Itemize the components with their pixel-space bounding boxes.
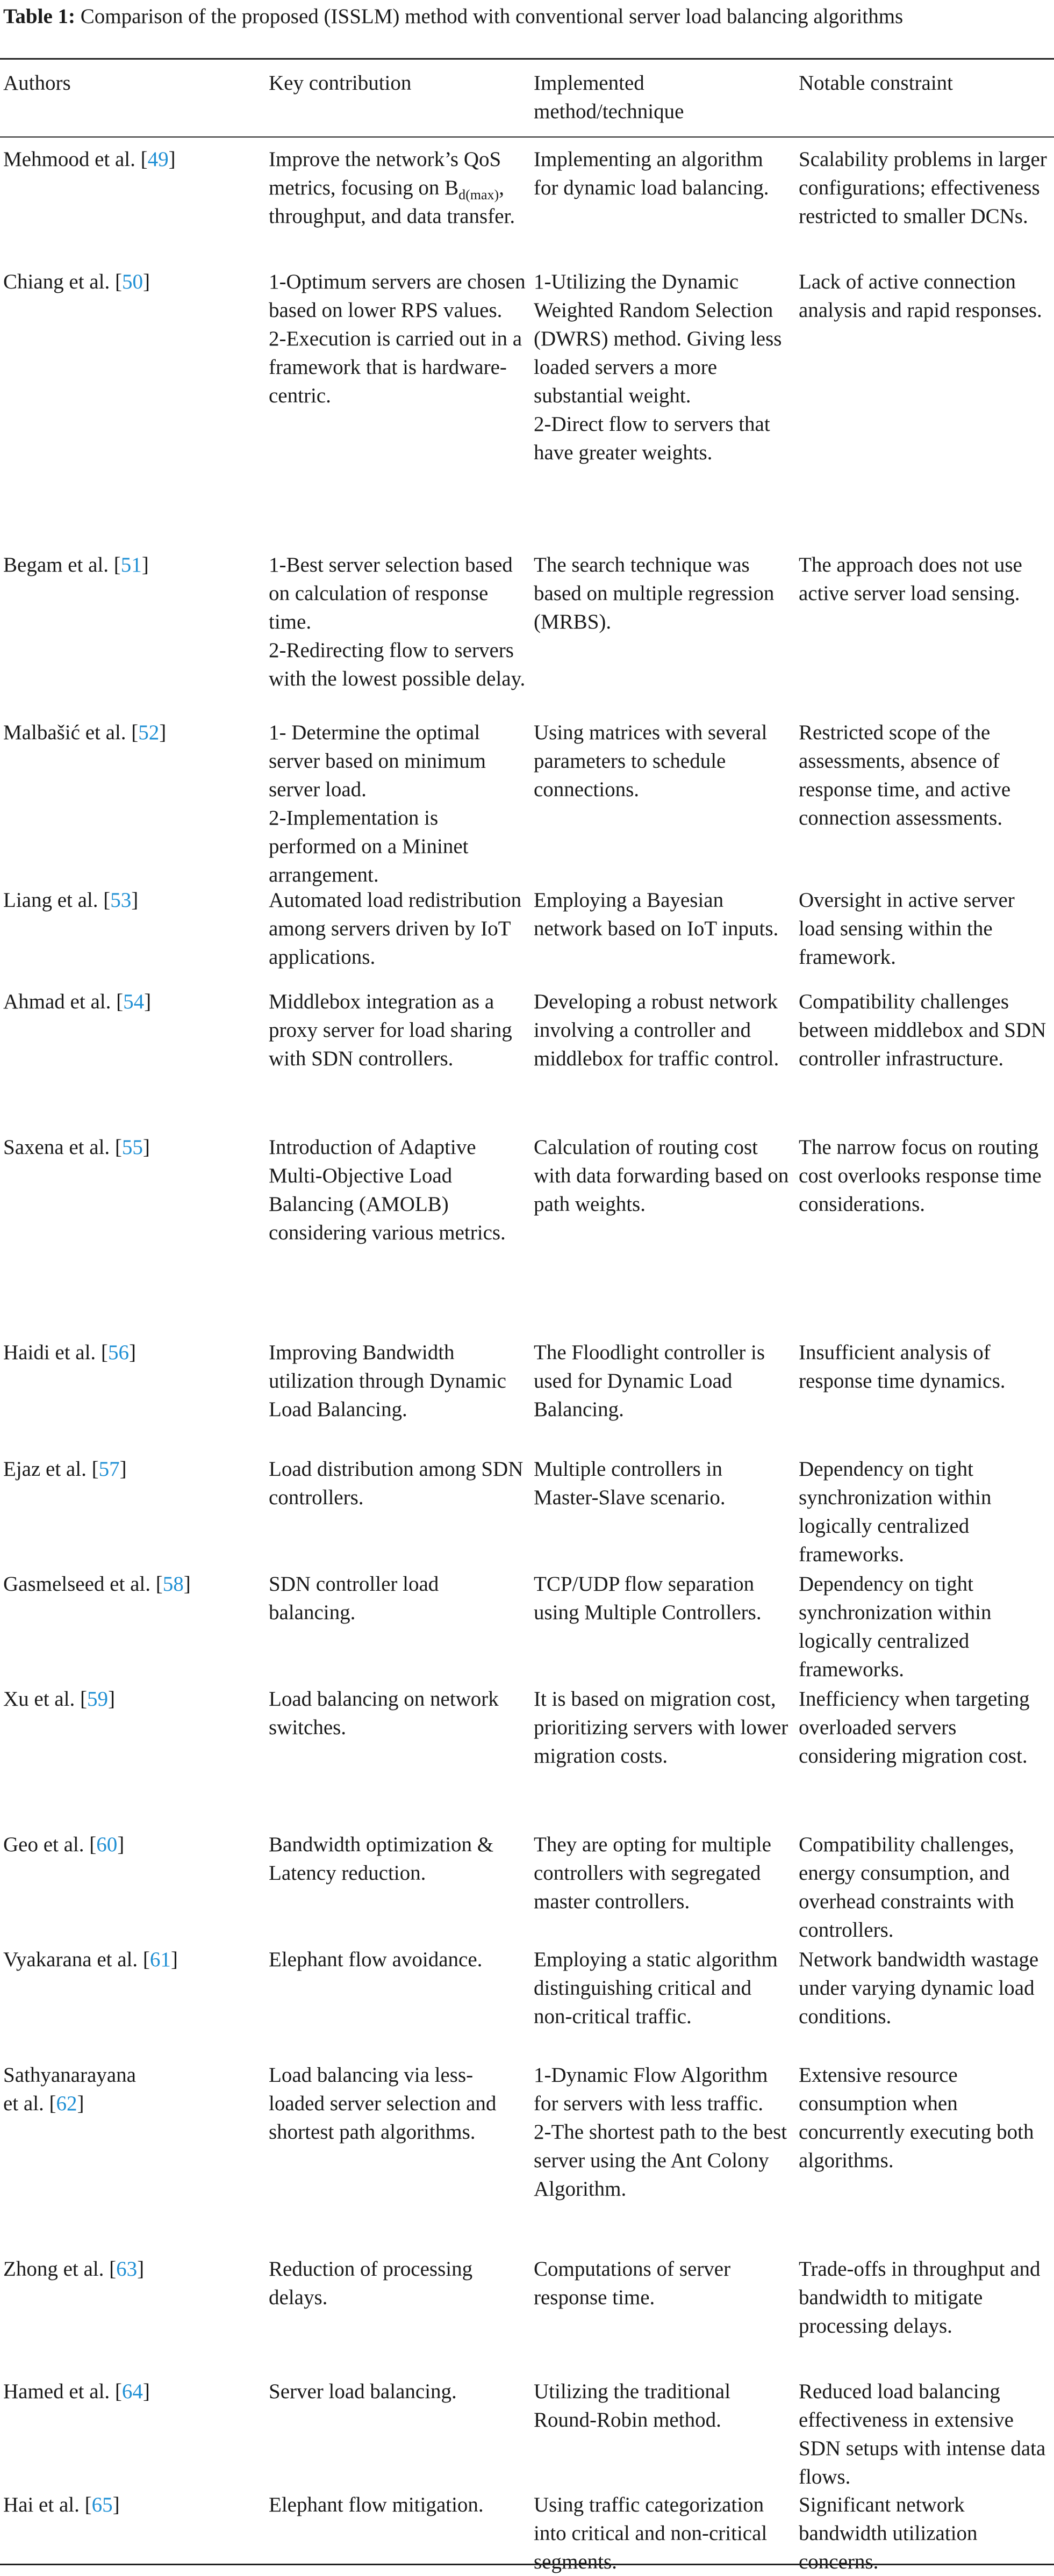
- constraint-cell: Inefficiency when targeting overloaded servers considering migration cost.: [799, 1687, 1030, 1767]
- contribution-cell: Automated load redistribution among servers driven by IoT applications.: [269, 889, 522, 969]
- author-cell: [3, 2377, 261, 2406]
- contribution-cell: Bandwidth optimization & Latency reduction.: [269, 1833, 494, 1885]
- author-cell: [3, 145, 261, 174]
- citation-link[interactable]: 53: [110, 889, 132, 912]
- contribution-cell: Reduction of processing delays.: [269, 2257, 473, 2309]
- author-bracket: ]: [142, 1136, 150, 1159]
- author-name: Gasmelseed et al. [: [3, 1572, 163, 1596]
- author-bracket: ]: [131, 889, 139, 912]
- citation-link[interactable]: 57: [98, 1457, 120, 1481]
- author-name: Hamed et al. [: [3, 2380, 122, 2403]
- constraint-cell: Trade-offs in throughput and bandwidth to mitigate processing delays.: [799, 2257, 1041, 2337]
- constraint-cell: Compatibility challenges between middlebox and SDN controller infrastructure.: [799, 990, 1046, 1070]
- contribution-cell: 1-Optimum servers are chosen based on lower RPS values. 2-Execution is carried out in a framework that is hardware-centric.: [269, 270, 526, 407]
- author-cell: [3, 2491, 261, 2519]
- header-implemented-method: Implemented method/technique: [534, 71, 684, 123]
- table-top-rule: [0, 58, 1054, 60]
- header-authors: Authors: [3, 71, 71, 95]
- author-cell: [3, 1455, 261, 1483]
- author-bracket: ]: [141, 553, 149, 576]
- contribution-cell: Elephant flow avoidance.: [269, 1948, 483, 1971]
- author-name: Liang et al. [: [3, 889, 111, 912]
- author-bracket: ]: [112, 2493, 120, 2516]
- constraint-cell: Dependency on tight synchronization within logically centralized frameworks.: [799, 1457, 992, 1566]
- author-bracket: ]: [159, 721, 167, 744]
- table-caption: [3, 3, 1046, 30]
- table-bottom-rule: [0, 2564, 1054, 2565]
- author-bracket: ]: [117, 1833, 125, 1856]
- contribution-cell: SDN controller load balancing.: [269, 1572, 439, 1624]
- author-cell: [3, 1945, 261, 1974]
- contribution-cell: Improving Bandwidth utilization through Dynamic Load Balancing.: [269, 1341, 506, 1421]
- author-name: Chiang et al. [: [3, 270, 122, 293]
- citation-link[interactable]: 52: [138, 721, 160, 744]
- citation-link[interactable]: 49: [147, 148, 169, 171]
- author-bracket: ]: [168, 148, 176, 171]
- contribution-cell: 1-Best server selection based on calculation of response time. 2-Redirecting flow to servers with the lowest possible delay.: [269, 553, 526, 690]
- author-bracket: ]: [137, 2257, 145, 2281]
- citation-link[interactable]: 51: [120, 553, 142, 576]
- author-bracket: ]: [77, 2092, 84, 2115]
- contribution-cell: Introduction of Adaptive Multi-Objective Load Balancing (AMOLB) considering various metrics.: [269, 1136, 506, 1244]
- method-cell: They are opting for multiple controllers with segregated master controllers.: [534, 1833, 771, 1913]
- author-bracket: ]: [183, 1572, 191, 1596]
- method-cell: Developing a robust network involving a controller and middlebox for traffic control.: [534, 990, 779, 1070]
- citation-link[interactable]: 63: [116, 2257, 138, 2281]
- citation-link[interactable]: 50: [121, 270, 143, 293]
- constraint-cell: Lack of active connection analysis and rapid responses.: [799, 270, 1042, 322]
- author-name: Haidi et al. [: [3, 1341, 108, 1364]
- method-cell: 1-Utilizing the Dynamic Weighted Random Selection (DWRS) method. Giving less loaded servers a more substantial weight. 2-Direct flow to servers that have greater weights.: [534, 270, 782, 464]
- citation-link[interactable]: 65: [91, 2493, 113, 2516]
- contribution-cell: Server load balancing.: [269, 2380, 457, 2403]
- author-bracket: ]: [107, 1687, 115, 1711]
- contribution-cell: 1- Determine the optimal server based on minimum server load. 2-Implementation is performed on a Mininet arrangement.: [269, 721, 486, 886]
- method-cell: The search technique was based on multiple regression (MRBS).: [534, 553, 775, 633]
- author-bracket: ]: [128, 1341, 136, 1364]
- contribution-cell: Load balancing on network switches.: [269, 1687, 499, 1739]
- contribution-cell: Improve the network’s QoS metrics, focusing on $B_{d(max)}$, throughput, and data transfer.: [269, 148, 515, 228]
- method-cell: Utilizing the traditional Round-Robin method.: [534, 2380, 731, 2431]
- author-name: Sathyanarayana et al. [: [3, 2063, 136, 2115]
- constraint-cell: Restricted scope of the assessments, absence of response time, and active connection assessments.: [799, 721, 1011, 829]
- author-name: Zhong et al. [: [3, 2257, 117, 2281]
- contribution-cell: Middlebox integration as a proxy server for load sharing with SDN controllers.: [269, 990, 512, 1070]
- author-bracket: ]: [142, 2380, 150, 2403]
- constraint-cell: Extensive resource consumption when concurrently executing both algorithms.: [799, 2063, 1034, 2172]
- table-caption-text: Comparison of the proposed (ISSLM) method with conventional server load balancing algorithms: [75, 5, 904, 28]
- author-name: Mehmood et al. [: [3, 148, 148, 171]
- author-name: Saxena et al. [: [3, 1136, 122, 1159]
- citation-link[interactable]: 56: [107, 1341, 129, 1364]
- method-cell: It is based on migration cost, prioritizing servers with lower migration costs.: [534, 1687, 788, 1767]
- author-cell: [3, 2061, 261, 2118]
- table-caption-label: Table 1:: [3, 5, 76, 28]
- method-cell: TCP/UDP flow separation using Multiple Controllers.: [534, 1572, 762, 1624]
- author-name: Xu et al. [: [3, 1687, 87, 1711]
- author-name: Ahmad et al. [: [3, 990, 124, 1013]
- citation-link[interactable]: 55: [121, 1136, 143, 1159]
- method-cell: Using traffic categorization into critical and non-critical segments.: [534, 2493, 768, 2573]
- contribution-cell: Load distribution among SDN controllers.: [269, 1457, 524, 1509]
- author-name: Geo et al. [: [3, 1833, 97, 1856]
- method-cell: Multiple controllers in Master-Slave scenario.: [534, 1457, 726, 1509]
- header-key-contribution: Key contribution: [269, 71, 412, 95]
- citation-link[interactable]: 58: [162, 1572, 184, 1596]
- constraint-cell: Compatibility challenges, energy consumption, and overhead constraints with controllers.: [799, 1833, 1014, 1942]
- author-cell: [3, 1685, 261, 1713]
- author-cell: [3, 551, 261, 579]
- author-bracket: ]: [142, 270, 150, 293]
- author-cell: [3, 268, 261, 296]
- constraint-cell: The narrow focus on routing cost overlooks response time considerations.: [799, 1136, 1042, 1216]
- contribution-cell: Elephant flow mitigation.: [269, 2493, 484, 2516]
- citation-link[interactable]: 59: [87, 1687, 108, 1711]
- author-cell: [3, 1830, 261, 1859]
- method-cell: The Floodlight controller is used for Dynamic Load Balancing.: [534, 1341, 765, 1421]
- author-cell: [3, 987, 261, 1016]
- header-notable-constraint: Notable constraint: [799, 71, 953, 95]
- method-cell: Computations of server response time.: [534, 2257, 731, 2309]
- method-cell: Implementing an algorithm for dynamic load balancing.: [534, 148, 769, 199]
- constraint-cell: Significant network bandwidth utilization concerns.: [799, 2493, 978, 2573]
- author-cell: [3, 1133, 261, 1161]
- author-bracket: ]: [144, 990, 152, 1013]
- method-cell: Employing a Bayesian network based on IoT inputs.: [534, 889, 779, 940]
- constraint-cell: Scalability problems in larger configurations; effectiveness restricted to smaller DCNs.: [799, 148, 1047, 228]
- author-name: Ejaz et al. [: [3, 1457, 99, 1481]
- table-header-rule: [0, 136, 1054, 138]
- contribution-cell: Load balancing via less-loaded server selection and shortest path algorithms.: [269, 2063, 497, 2144]
- constraint-cell: The approach does not use active server load sensing.: [799, 553, 1022, 605]
- author-name: Malbašić et al. [: [3, 721, 139, 744]
- author-name: Begam et al. [: [3, 553, 121, 576]
- author-cell: [3, 718, 261, 747]
- citation-link[interactable]: 64: [121, 2380, 143, 2403]
- method-cell: 1-Dynamic Flow Algorithm for servers with less traffic. 2-The shortest path to the best server using the Ant Colony Algorithm.: [534, 2063, 787, 2200]
- author-cell: [3, 1338, 261, 1367]
- constraint-cell: Insufficient analysis of response time dynamics.: [799, 1341, 1006, 1392]
- citation-link[interactable]: 60: [96, 1833, 118, 1856]
- citation-link[interactable]: 62: [56, 2092, 77, 2115]
- author-name: Vyakarana et al. [: [3, 1948, 150, 1971]
- author-cell: [3, 2255, 261, 2283]
- constraint-cell: Dependency on tight synchronization within logically centralized frameworks.: [799, 1572, 992, 1681]
- method-cell: Using matrices with several parameters to schedule connections.: [534, 721, 768, 801]
- constraint-cell: Network bandwidth wastage under varying dynamic load conditions.: [799, 1948, 1039, 2028]
- citation-link[interactable]: 54: [123, 990, 145, 1013]
- constraint-cell: Oversight in active server load sensing within the framework.: [799, 889, 1015, 969]
- author-cell: [3, 886, 261, 914]
- method-cell: Employing a static algorithm distinguishing critical and non-critical traffic.: [534, 1948, 778, 2028]
- author-bracket: ]: [119, 1457, 127, 1481]
- author-name: Hai et al. [: [3, 2493, 92, 2516]
- constraint-cell: Reduced load balancing effectiveness in extensive SDN setups with intense data flows.: [799, 2380, 1046, 2488]
- author-bracket: ]: [170, 1948, 178, 1971]
- citation-link[interactable]: 61: [149, 1948, 171, 1971]
- method-cell: Calculation of routing cost with data forwarding based on path weights.: [534, 1136, 789, 1216]
- author-cell: [3, 1570, 261, 1598]
